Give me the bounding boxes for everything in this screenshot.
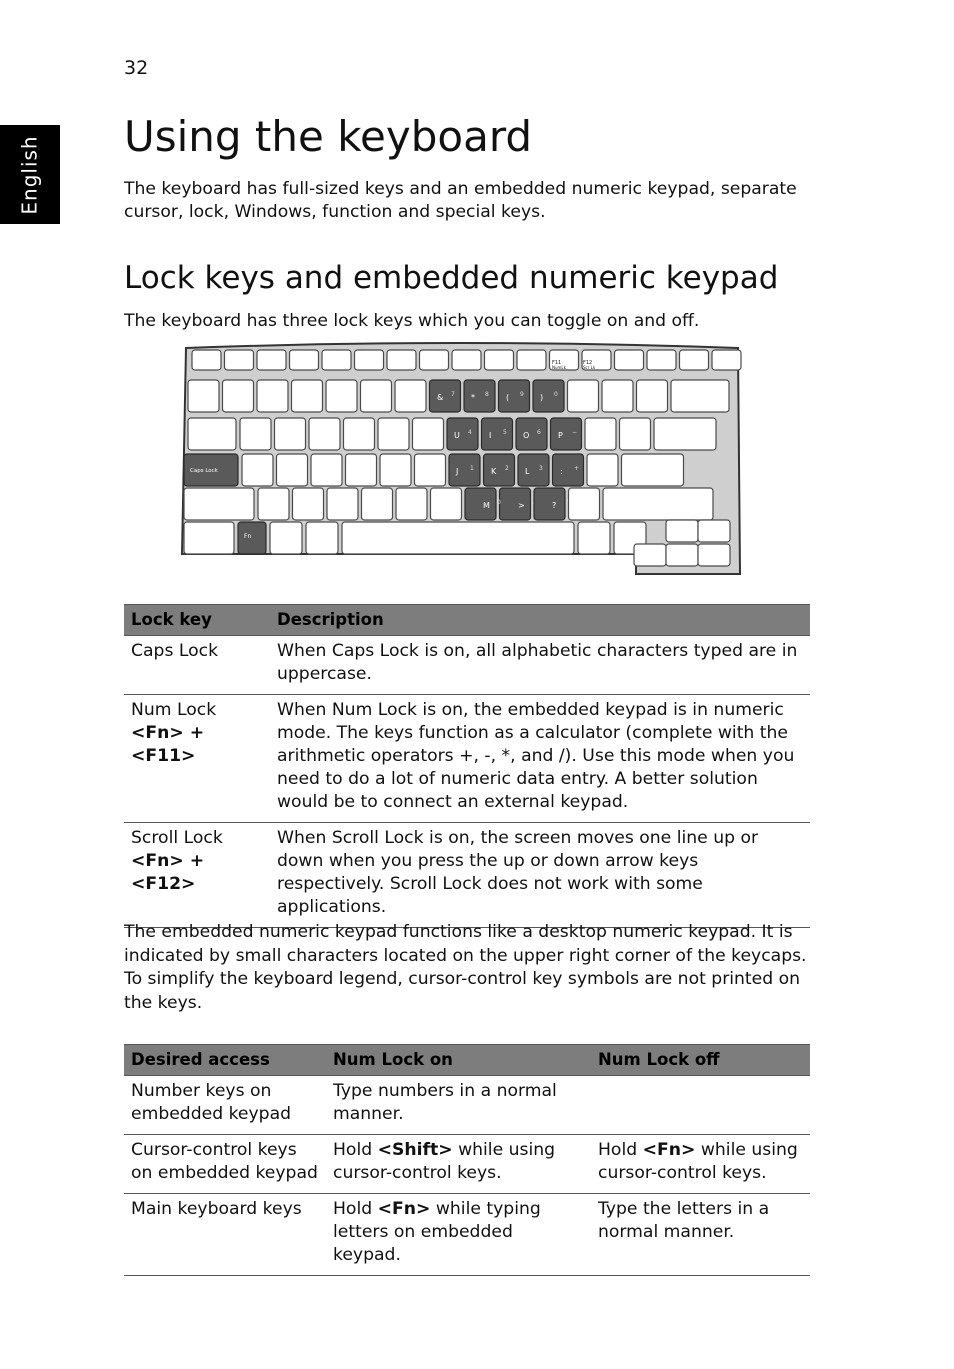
access-cell: Cursor-control keys on embedded keypad <box>124 1135 326 1194</box>
access-table <box>124 1044 810 1276</box>
numpad-paragraph: The embedded numeric keypad functions like a desktop numeric keypad. It is indicated by small characters located on the upper right corner of the keycaps. To simplify the keyboard legend, cursor-control key symbols are not printed on the keys. <box>124 922 807 1013</box>
key <box>270 522 302 554</box>
key-label: Fn <box>244 533 252 540</box>
key <box>327 488 358 520</box>
key <box>637 380 668 412</box>
column-header: Num Lock on <box>326 1045 591 1076</box>
cell-text: Hold <box>598 1140 643 1160</box>
key <box>346 454 377 486</box>
key <box>430 380 461 412</box>
table-row <box>124 1194 810 1276</box>
column-header: Num Lock off <box>591 1045 810 1076</box>
key-label: * <box>471 393 475 402</box>
key <box>602 380 633 412</box>
key <box>396 488 427 520</box>
key <box>698 544 730 566</box>
key-label: L <box>525 467 530 476</box>
key <box>395 380 426 412</box>
key-label: K <box>491 467 497 476</box>
table-row <box>124 695 810 823</box>
key <box>420 350 449 370</box>
cell-text: while using cursor-control keys. <box>598 1140 798 1183</box>
language-tab-label: English <box>18 134 42 215</box>
key <box>184 488 254 520</box>
section-title: Lock keys and embedded numeric keypad <box>124 260 779 296</box>
key-label: Caps Lock <box>190 468 218 474</box>
key-label: M <box>483 501 490 510</box>
key <box>671 380 729 412</box>
key <box>517 350 546 370</box>
key-name: <Fn> <box>377 1199 431 1219</box>
key <box>311 454 342 486</box>
key-label: F12 <box>583 360 593 366</box>
key-name: <Shift> <box>377 1140 453 1160</box>
key <box>344 418 375 450</box>
key-label: F11 <box>552 360 562 366</box>
key-label: / <box>566 499 569 506</box>
key-label: J <box>456 467 459 476</box>
table-header-row <box>124 1045 810 1076</box>
key <box>242 454 273 486</box>
key-label: ) <box>540 393 544 402</box>
key <box>306 522 338 554</box>
key <box>680 350 709 370</box>
key <box>603 488 713 520</box>
key <box>449 454 480 486</box>
num-lock-off-cell <box>591 1076 810 1135</box>
key <box>387 350 416 370</box>
key <box>362 488 393 520</box>
key <box>615 350 644 370</box>
key <box>225 350 254 370</box>
key-label: . <box>532 499 534 506</box>
key <box>578 522 610 554</box>
description-cell: When Scroll Lock is on, the screen moves one line up or down when you press the up or down arrow keys respectively. Scroll Lock does not work with some applications. <box>270 823 810 928</box>
key-label: : <box>560 467 563 476</box>
description-cell: When Num Lock is on, the embedded keypad is in numeric mode. The keys function as a calculator (complete with the arithmetic operators +, -, *, and /). Use this mode when you need to do a lot of numeric data entry. A better solution would be to connect an external keypad. <box>270 695 810 823</box>
key <box>223 380 254 412</box>
lock-key-combo: <Fn> + <F11> <box>131 723 205 766</box>
key <box>585 418 616 450</box>
key <box>188 380 219 412</box>
key-label: U <box>454 431 460 440</box>
column-header: Description <box>270 605 810 636</box>
locks-intro-paragraph: The keyboard has three lock keys which you can toggle on and off. <box>124 311 700 331</box>
key <box>499 380 530 412</box>
key <box>666 520 698 542</box>
key <box>569 488 600 520</box>
access-cell: Main keyboard keys <box>124 1194 326 1276</box>
lock-key-name: Caps Lock <box>131 641 219 661</box>
key-label: P <box>558 431 563 440</box>
key-label: 0 <box>497 499 501 506</box>
column-header: Desired access <box>124 1045 326 1076</box>
key <box>568 380 599 412</box>
key-label: ? <box>552 501 557 510</box>
intro-paragraph: The keyboard has full-sized keys and an embedded numeric keypad, separate cursor, lock, Windows, function and special keys. <box>124 179 797 222</box>
key <box>533 380 564 412</box>
key <box>238 522 266 554</box>
key <box>355 350 384 370</box>
key <box>258 488 289 520</box>
key <box>647 350 676 370</box>
key-label: O <box>523 431 530 440</box>
key <box>666 544 698 566</box>
cell-text: while typing letters on embedded keypad. <box>333 1199 541 1265</box>
key <box>292 380 323 412</box>
key-label: + <box>574 465 580 472</box>
key <box>380 454 411 486</box>
table-row <box>124 1076 810 1135</box>
column-header: Lock key <box>124 605 270 636</box>
key-label: 5 <box>503 429 507 436</box>
table-row <box>124 636 810 695</box>
num-lock-off-cell <box>591 1135 810 1194</box>
table-row <box>124 823 810 928</box>
cell-text: while using cursor-control keys. <box>333 1140 556 1183</box>
key <box>622 454 684 486</box>
key <box>257 350 286 370</box>
key <box>277 454 308 486</box>
key-label: I <box>489 431 492 440</box>
key <box>620 418 651 450</box>
lock-key-name: Num Lock <box>131 700 217 720</box>
key <box>698 520 730 542</box>
key <box>465 488 496 520</box>
lock-key-cell <box>124 695 270 823</box>
page-number: 32 <box>124 57 149 79</box>
num-lock-on-cell <box>326 1135 591 1194</box>
key-name: <Fn> <box>642 1140 696 1160</box>
key <box>431 488 462 520</box>
key-label: > <box>518 501 525 510</box>
cell-text: Hold <box>333 1199 378 1219</box>
key-label: ( <box>506 393 510 402</box>
key-label: 6 <box>537 429 541 436</box>
key <box>257 380 288 412</box>
key <box>322 350 351 370</box>
table-row <box>124 1135 810 1194</box>
key <box>326 380 357 412</box>
lock-key-cell <box>124 636 270 695</box>
num-lock-on-cell <box>326 1194 591 1276</box>
key <box>309 418 340 450</box>
table-header-row <box>124 605 810 636</box>
key <box>415 454 446 486</box>
key-label: 9 <box>520 391 524 398</box>
key <box>485 350 514 370</box>
key <box>482 418 513 450</box>
key-label: & <box>437 393 444 402</box>
lock-key-name: Scroll Lock <box>131 828 223 848</box>
cell-text: Type numbers in a normal manner. <box>333 1081 557 1124</box>
key <box>342 522 574 554</box>
key <box>534 488 565 520</box>
lock-key-cell <box>124 823 270 928</box>
lock-keys-table <box>124 604 810 928</box>
page-title: Using the keyboard <box>124 112 533 161</box>
key <box>188 418 236 450</box>
keyboard-illustration <box>178 342 744 578</box>
key-label: 8 <box>485 391 489 398</box>
key <box>184 522 234 554</box>
key <box>361 380 392 412</box>
key-label: Scr Lk <box>583 365 596 370</box>
key <box>447 418 478 450</box>
key <box>290 350 319 370</box>
cell-text: Type the letters in a normal manner. <box>598 1199 770 1242</box>
key <box>518 454 549 486</box>
key <box>712 350 741 370</box>
key-label: 1 <box>470 465 474 472</box>
key <box>654 418 716 450</box>
lock-key-combo: <Fn> + <F12> <box>131 851 205 894</box>
num-lock-off-cell <box>591 1194 810 1276</box>
key-label: 7 <box>451 391 455 398</box>
key-label: 3 <box>539 465 543 472</box>
key <box>452 350 481 370</box>
key-label: 2 <box>505 465 509 472</box>
key <box>192 350 221 370</box>
language-tab <box>0 125 60 224</box>
num-lock-on-cell <box>326 1076 591 1135</box>
access-cell: Number keys on embedded keypad <box>124 1076 326 1135</box>
key <box>484 454 515 486</box>
key <box>293 488 324 520</box>
key <box>634 544 666 566</box>
key-label: 0 <box>554 391 558 398</box>
key <box>587 454 618 486</box>
key <box>378 418 409 450</box>
key <box>275 418 306 450</box>
key-label: 4 <box>468 429 472 436</box>
key-label: − <box>572 429 578 436</box>
key-label: NumLk <box>552 365 566 370</box>
cell-text: Hold <box>333 1140 378 1160</box>
key <box>413 418 444 450</box>
key <box>464 380 495 412</box>
key <box>240 418 271 450</box>
description-cell: When Caps Lock is on, all alphabetic characters typed are in uppercase. <box>270 636 810 695</box>
key <box>500 488 531 520</box>
key <box>516 418 547 450</box>
